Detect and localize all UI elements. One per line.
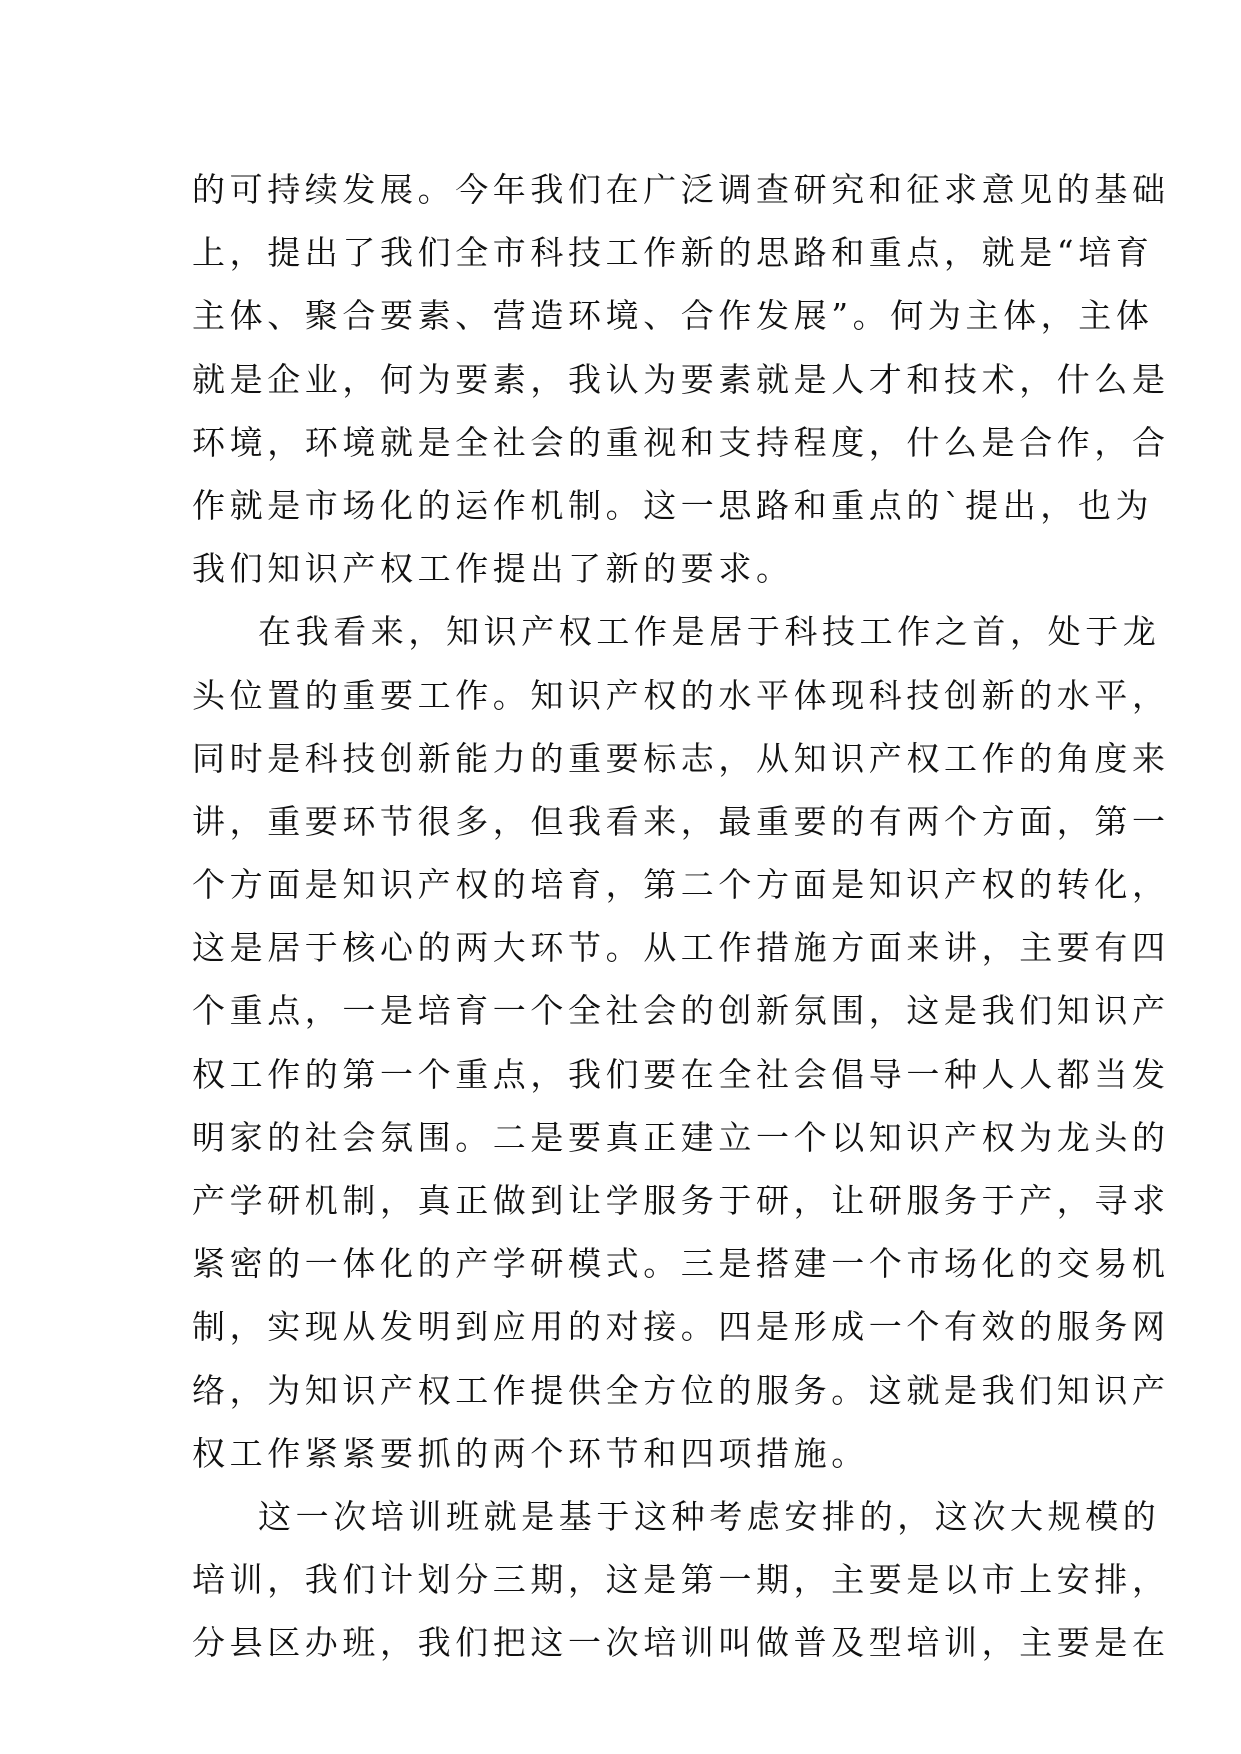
- text-line: 主体、聚合要素、营造环境、合作发展”。何为主体，主体: [192, 296, 1154, 336]
- text-line: 紧密的一体化的产学研模式。三是搭建一个市场化的交易机: [192, 1244, 1170, 1284]
- text-line: 的可持续发展。今年我们在广泛调查研究和征求意见的基础: [192, 170, 1170, 209]
- text-line: 我们知识产权工作提出了新的要求。: [192, 549, 794, 589]
- text-line: 培训，我们计划分三期，这是第一期，主要是以市上安排，: [192, 1560, 1170, 1600]
- text-line: 明家的社会氛围。二是要真正建立一个以知识产权为龙头的: [192, 1117, 1170, 1157]
- text-line: 络，为知识产权工作提供全方位的服务。这就是我们知识产: [192, 1370, 1170, 1410]
- text-line: 权工作紧紧要抓的两个环节和四项措施。: [192, 1433, 869, 1473]
- text-line: 就是企业，何为要素，我认为要素就是人才和技术，什么是: [192, 359, 1170, 399]
- text-line: 上，提出了我们全市科技工作新的思路和重点，就是“培育: [192, 233, 1154, 273]
- paragraph-start-line: 这一次培训班就是基于这种考虑安排的，这次大规模的: [258, 1496, 1161, 1536]
- text-line: 制，实现从发明到应用的对接。四是形成一个有效的服务网: [192, 1307, 1170, 1347]
- body-text: [192, 158, 1170, 1675]
- text-line: 这是居于核心的两大环节。从工作措施方面来讲，主要有四: [192, 928, 1170, 968]
- text-line: 环境，环境就是全社会的重视和支持程度，什么是合作，合: [192, 422, 1170, 462]
- text-line: 产学研机制，真正做到让学服务于研，让研服务于产，寻求: [192, 1181, 1170, 1220]
- text-line: 分县区办班，我们把这一次培训叫做普及型培训，主要是在: [192, 1623, 1170, 1663]
- paragraph-start-line: 在我看来，知识产权工作是居于科技工作之首，处于龙: [258, 612, 1161, 652]
- text-line: 个方面是知识产权的培育，第二个方面是知识产权的转化，: [192, 865, 1170, 905]
- text-line: 同时是科技创新能力的重要标志，从知识产权工作的角度来: [192, 738, 1170, 778]
- text-line: 权工作的第一个重点，我们要在全社会倡导一种人人都当发: [192, 1054, 1170, 1094]
- text-line: 个重点，一是培育一个全社会的创新氛围，这是我们知识产: [192, 991, 1170, 1031]
- text-line: 作就是市场化的运作机制。这一思路和重点的`提出，也为: [192, 485, 1154, 525]
- text-line: 讲，重要环节很多，但我看来，最重要的有两个方面，第一: [192, 801, 1170, 841]
- text-line: 头位置的重要工作。知识产权的水平体现科技创新的水平，: [192, 675, 1170, 715]
